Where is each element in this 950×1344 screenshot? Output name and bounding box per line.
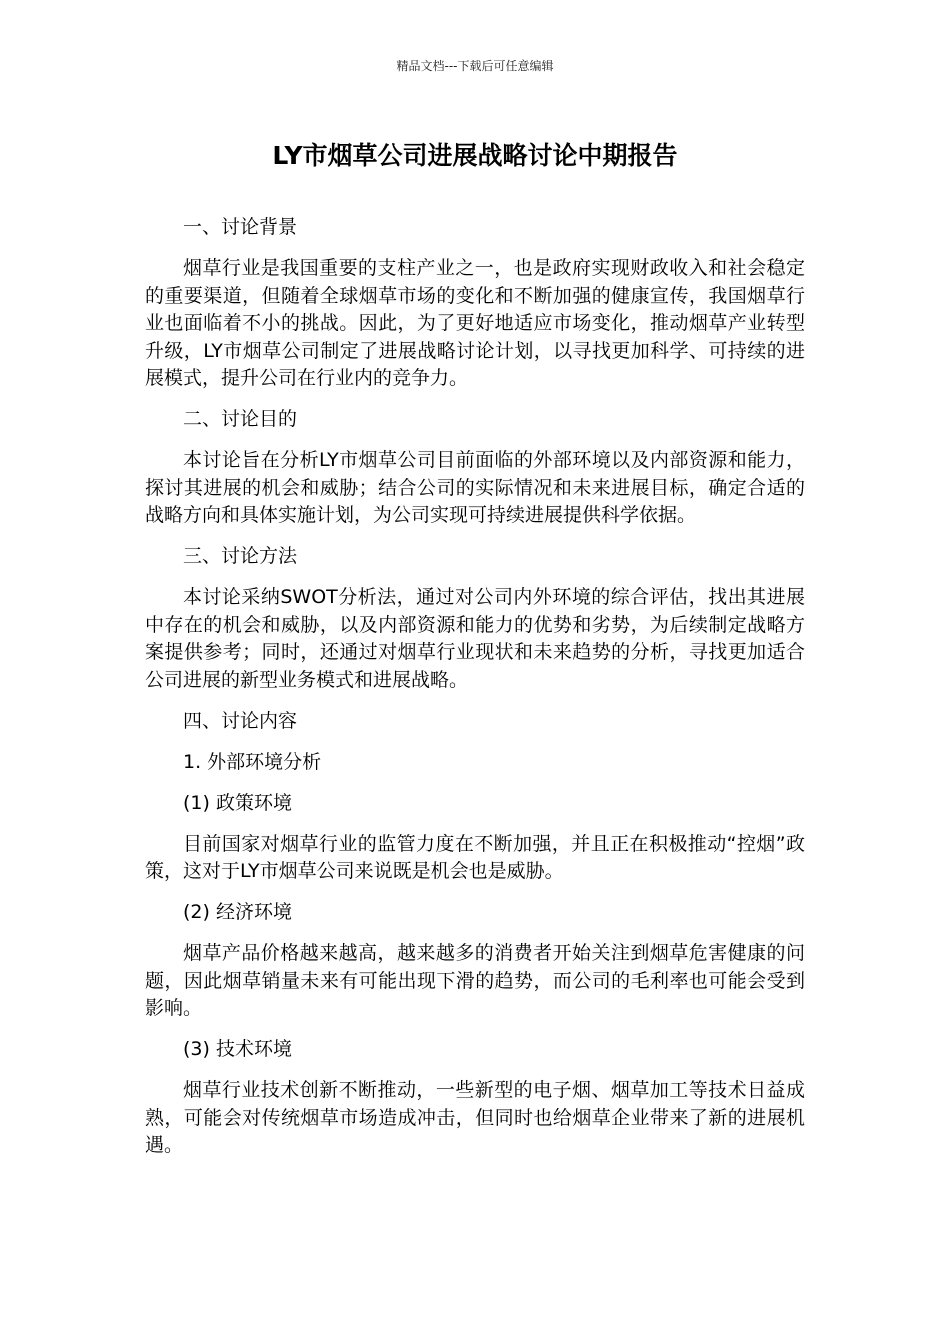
section-heading-method: 三、讨论方法	[183, 545, 298, 567]
paragraph-purpose: 本讨论旨在分析LY市烟草公司目前面临的外部环境以及内部资源和能力，探讨其进展的机会和威胁；结合公司的实际情况和未来进展目标，确定合适的战略方向和具体实施计划，为公司实现可持续进展提供科学依据。	[145, 449, 805, 526]
document-body	[145, 214, 805, 1173]
paragraph-background: 烟草行业是我国重要的支柱产业之一，也是政府实现财政收入和社会稳定的重要渠道，但随着全球烟草市场的变化和不断加强的健康宣传，我国烟草行业也面临着不小的挑战。因此，为了更好地适应市场变化，推动烟草产业转型升级，LY市烟草公司制定了进展战略讨论计划，以寻找更加科学、可持续的进展模式，提升公司在行业内的竞争力。	[145, 257, 805, 389]
section-heading-background: 一、讨论背景	[183, 216, 298, 238]
subheading-external-analysis: 1. 外部环境分析	[183, 750, 322, 773]
paragraph-economy: 烟草产品价格越来越高，越来越多的消费者开始关注到烟草危害健康的问题，因此烟草销量未来有可能出现下滑的趋势，而公司的毛利率也可能会受到影响。	[145, 942, 805, 1019]
paragraph-method: 本讨论采纳SWOT分析法，通过对公司内外环境的综合评估，找出其进展中存在的机会和威胁，以及内部资源和能力的优势和劣势，为后续制定战略方案提供参考；同时，还通过对烟草行业现状和未来趋势的分析，寻找更加适合公司进展的新型业务模式和进展战略。	[145, 586, 805, 691]
document-title: LY市烟草公司进展战略讨论中期报告	[272, 141, 678, 170]
section-heading-purpose: 二、讨论目的	[183, 408, 298, 430]
subheading-technology: (3) 技术环境	[183, 1038, 292, 1060]
subheading-policy: (1) 政策环境	[183, 791, 292, 814]
paragraph-policy: 目前国家对烟草行业的监管力度在不断加强，并且正在积极推动“控烟”政策，这对于LY市烟草公司来说既是机会也是威胁。	[145, 832, 805, 882]
section-heading-content: 四、讨论内容	[183, 709, 298, 732]
paragraph-technology: 烟草行业技术创新不断推动，一些新型的电子烟、烟草加工等技术日益成熟，可能会对传统烟草市场造成冲击，但同时也给烟草企业带来了新的进展机遇。	[145, 1079, 805, 1156]
header-note: 精品文档---下载后可任意编辑	[396, 59, 554, 73]
subheading-economy: (2) 经济环境	[183, 901, 292, 923]
